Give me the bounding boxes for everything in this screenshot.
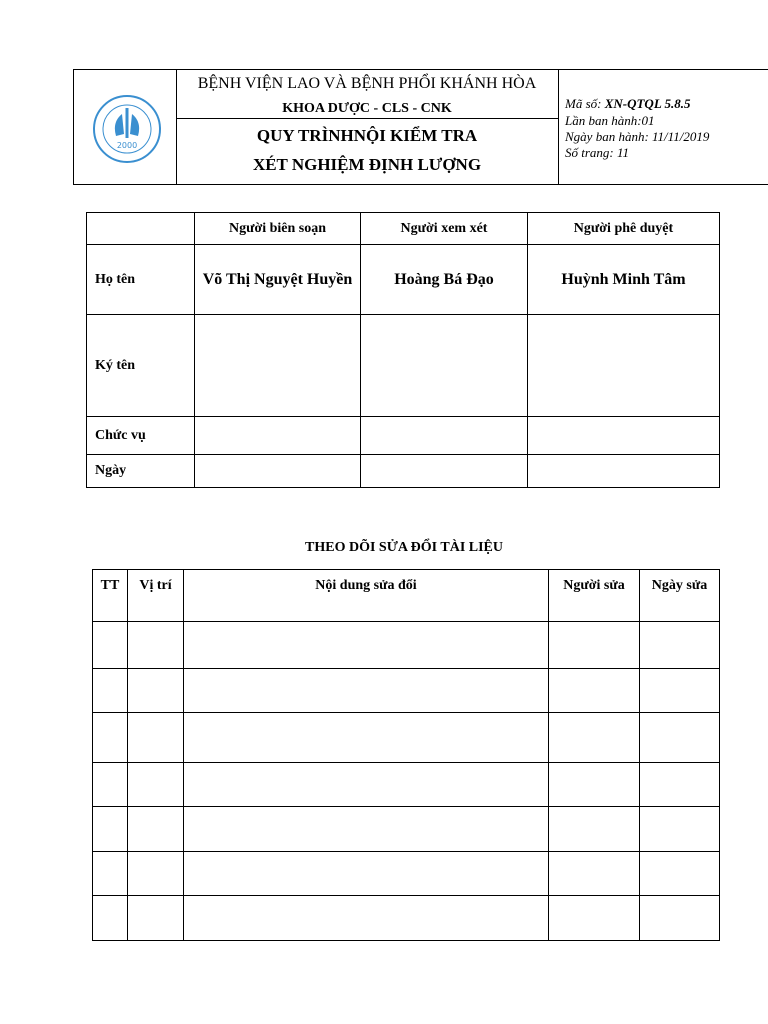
author-position-cell: [195, 417, 361, 455]
issue-date: Ngày ban hành: 11/11/2019: [565, 129, 710, 144]
revision-table: [92, 569, 720, 941]
approver-name: Huỳnh Minh Tâm: [528, 245, 720, 315]
row-label-position: Chức vụ: [87, 417, 195, 455]
issue-number: Lần ban hành:01: [565, 113, 655, 128]
logo-year: 2000: [116, 141, 138, 150]
revision-row: [93, 763, 720, 807]
col-approver: Người phê duyệt: [528, 213, 720, 245]
approval-row-date: [87, 455, 720, 488]
header-divider-right: [558, 70, 559, 184]
reviewer-name: Hoàng Bá Đạo: [361, 245, 528, 315]
revision-row: [93, 622, 720, 669]
author-signature-cell: [195, 315, 361, 417]
procedure-title-line1: QUY TRÌNHNỘI KIỂM TRA: [256, 126, 478, 145]
col-location: Vị trí: [128, 570, 184, 622]
reviewer-date-cell: [361, 455, 528, 488]
revision-row: [93, 852, 720, 896]
hospital-logo: [92, 94, 162, 164]
col-editor: Người sửa: [549, 570, 640, 622]
header-divider-middle: [176, 118, 558, 119]
approval-header-row: [87, 213, 720, 245]
revision-row: [93, 713, 720, 763]
approver-date-cell: [528, 455, 720, 488]
approver-signature-cell: [528, 315, 720, 417]
revision-title: THEO DÕI SỬA ĐỔI TÀI LIỆU: [305, 540, 503, 555]
reviewer-signature-cell: [361, 315, 528, 417]
revision-row: [93, 807, 720, 852]
revision-row: [93, 896, 720, 941]
approval-row-signature: [87, 315, 720, 417]
row-label-date: Ngày: [87, 455, 195, 488]
col-reviewer: Người xem xét: [361, 213, 528, 245]
department-name: KHOA DƯỢC - CLS - CNK: [282, 101, 452, 116]
col-index: TT: [93, 570, 128, 622]
procedure-title-line2: XÉT NGHIỆM ĐỊNH LƯỢNG: [252, 155, 482, 174]
col-content: Nội dung sửa đổi: [184, 570, 549, 622]
col-author: Người biên soạn: [195, 213, 361, 245]
approval-corner-cell: [87, 213, 195, 245]
row-label-name: Họ tên: [87, 245, 195, 315]
row-label-signature: Ký tên: [87, 315, 195, 417]
revision-header-row: [93, 570, 720, 622]
document-header: [73, 69, 768, 185]
revision-row: [93, 669, 720, 713]
author-name: Võ Thị Nguyệt Huyền: [195, 245, 361, 315]
document-code-value: XN-QTQL 5.8.5: [604, 96, 691, 111]
document-code-label: Mã số:: [565, 96, 602, 111]
reviewer-position-cell: [361, 417, 528, 455]
author-date-cell: [195, 455, 361, 488]
approval-row-name: [87, 245, 720, 315]
page-count: Số trang: 11: [565, 145, 630, 160]
approval-row-position: [87, 417, 720, 455]
document-code: [565, 96, 691, 112]
approval-table: [86, 212, 720, 488]
col-edit-date: Ngày sửa: [640, 570, 720, 622]
hospital-name: BỆNH VIỆN LAO VÀ BỆNH PHỔI KHÁNH HÒA: [197, 75, 537, 92]
approver-position-cell: [528, 417, 720, 455]
